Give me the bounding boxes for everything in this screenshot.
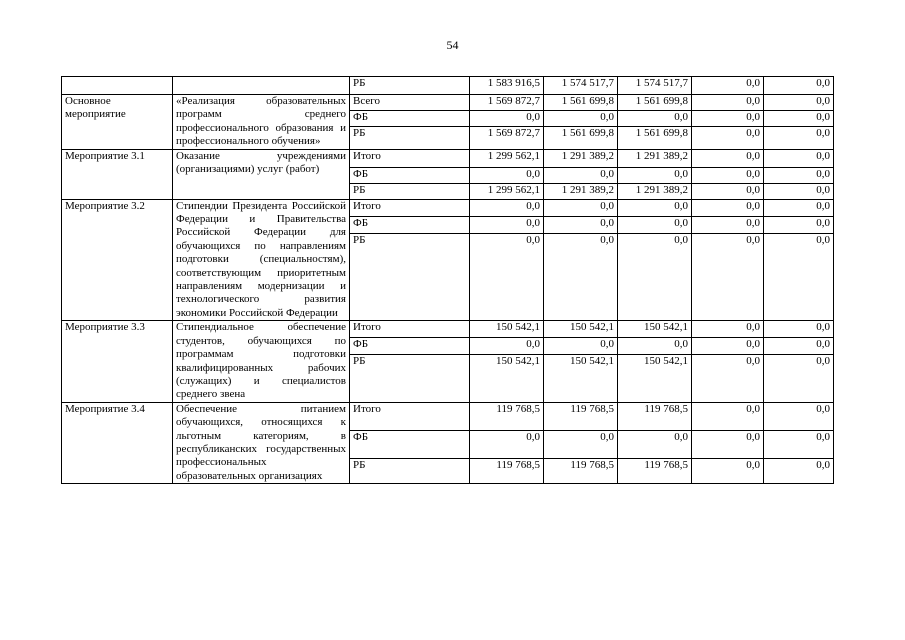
value-cell: 0,0 [544, 111, 618, 127]
value-cell: 0,0 [470, 111, 544, 127]
table-row [62, 402, 834, 430]
measure-description: «Реализация образовательных программ среднего профессионального образования и профессионального обучения» [173, 95, 350, 150]
measure-name: Мероприятие 3.4 [62, 402, 173, 483]
value-cell: 1 291 389,2 [618, 183, 692, 199]
value-cell: 0,0 [764, 430, 834, 458]
budget-table [61, 76, 834, 484]
value-cell: 0,0 [692, 355, 764, 402]
value-cell: 0,0 [764, 77, 834, 95]
funding-source: РБ [350, 127, 470, 150]
value-cell: 0,0 [544, 216, 618, 233]
value-cell: 0,0 [618, 199, 692, 216]
value-cell: 0,0 [544, 199, 618, 216]
value-cell: 150 542,1 [618, 321, 692, 338]
value-cell: 0,0 [764, 216, 834, 233]
value-cell: 0,0 [764, 199, 834, 216]
funding-source: ФБ [350, 430, 470, 458]
measure-description: Оказание учреждениями (организациями) услуг (работ) [173, 149, 350, 199]
value-cell: 0,0 [692, 402, 764, 430]
value-cell: 0,0 [470, 216, 544, 233]
value-cell: 0,0 [764, 233, 834, 321]
value-cell: 0,0 [764, 127, 834, 150]
value-cell: 0,0 [764, 111, 834, 127]
funding-source: ФБ [350, 167, 470, 183]
table-row [62, 95, 834, 111]
value-cell: 0,0 [764, 355, 834, 402]
value-cell: 0,0 [692, 458, 764, 483]
value-cell: 0,0 [764, 149, 834, 167]
measure-name: Мероприятие 3.1 [62, 149, 173, 199]
value-cell: 0,0 [764, 183, 834, 199]
value-cell: 0,0 [764, 321, 834, 338]
funding-source: РБ [350, 355, 470, 402]
funding-source: РБ [350, 458, 470, 483]
value-cell: 0,0 [692, 430, 764, 458]
value-cell: 0,0 [544, 167, 618, 183]
funding-source: ФБ [350, 216, 470, 233]
measure-description: Стипендии Президента Российской Федерации и Правительства Российской Федерации для обучающихся по направлениям подготовки (специальностям), соответствующим приоритетным направлениям модернизации и технологического развития экономики Российской Федерации [173, 199, 350, 321]
value-cell: 0,0 [544, 430, 618, 458]
value-cell: 0,0 [692, 321, 764, 338]
value-cell: 1 561 699,8 [544, 95, 618, 111]
funding-source: РБ [350, 77, 470, 95]
value-cell: 0,0 [618, 167, 692, 183]
value-cell: 0,0 [692, 149, 764, 167]
value-cell: 119 768,5 [544, 402, 618, 430]
page-number: 54 [446, 38, 459, 52]
value-cell: 0,0 [470, 430, 544, 458]
value-cell: 0,0 [692, 183, 764, 199]
value-cell: 0,0 [692, 95, 764, 111]
value-cell: 0,0 [692, 127, 764, 150]
funding-source: Всего [350, 95, 470, 111]
table-row [62, 199, 834, 216]
funding-source: ФБ [350, 338, 470, 355]
value-cell: 150 542,1 [544, 321, 618, 338]
value-cell: 0,0 [692, 111, 764, 127]
value-cell: 150 542,1 [470, 355, 544, 402]
value-cell: 0,0 [470, 338, 544, 355]
table-row [62, 321, 834, 338]
value-cell: 119 768,5 [544, 458, 618, 483]
value-cell: 0,0 [470, 167, 544, 183]
value-cell: 1 561 699,8 [618, 95, 692, 111]
value-cell: 1 291 389,2 [544, 183, 618, 199]
value-cell: 0,0 [764, 95, 834, 111]
funding-source: Итого [350, 149, 470, 167]
funding-source: Итого [350, 199, 470, 216]
value-cell: 0,0 [618, 216, 692, 233]
value-cell: 0,0 [618, 233, 692, 321]
value-cell: 0,0 [764, 338, 834, 355]
value-cell: 150 542,1 [470, 321, 544, 338]
measure-name: Основное мероприятие [62, 95, 173, 150]
value-cell: 0,0 [692, 167, 764, 183]
value-cell: 0,0 [692, 233, 764, 321]
value-cell: 1 574 517,7 [618, 77, 692, 95]
value-cell: 150 542,1 [544, 355, 618, 402]
value-cell: 0,0 [692, 216, 764, 233]
value-cell: 0,0 [618, 430, 692, 458]
funding-source: ФБ [350, 111, 470, 127]
measure-description: Стипендиальное обеспечение студентов, обучающихся по программам подготовки квалифицированных рабочих (служащих) и специалистов среднего звена [173, 321, 350, 402]
value-cell: 0,0 [544, 338, 618, 355]
measure-name: Мероприятие 3.3 [62, 321, 173, 402]
value-cell: 1 299 562,1 [470, 149, 544, 167]
value-cell: 0,0 [692, 77, 764, 95]
value-cell: 0,0 [692, 199, 764, 216]
value-cell: 0,0 [618, 338, 692, 355]
funding-source: РБ [350, 183, 470, 199]
value-cell: 0,0 [470, 199, 544, 216]
value-cell: 1 291 389,2 [544, 149, 618, 167]
value-cell: 119 768,5 [618, 402, 692, 430]
table-row [62, 149, 834, 167]
value-cell: 0,0 [618, 111, 692, 127]
value-cell: 119 768,5 [470, 402, 544, 430]
value-cell: 0,0 [764, 167, 834, 183]
table-row [62, 77, 834, 95]
measure-description-cell [173, 77, 350, 95]
funding-source: РБ [350, 233, 470, 321]
value-cell: 119 768,5 [618, 458, 692, 483]
value-cell: 1 583 916,5 [470, 77, 544, 95]
value-cell: 0,0 [470, 233, 544, 321]
value-cell: 150 542,1 [618, 355, 692, 402]
value-cell: 119 768,5 [470, 458, 544, 483]
value-cell: 0,0 [764, 458, 834, 483]
measure-name-cell [62, 77, 173, 95]
value-cell: 0,0 [544, 233, 618, 321]
value-cell: 1 569 872,7 [470, 127, 544, 150]
value-cell: 0,0 [764, 402, 834, 430]
funding-source: Итого [350, 402, 470, 430]
value-cell: 1 561 699,8 [618, 127, 692, 150]
value-cell: 1 299 562,1 [470, 183, 544, 199]
value-cell: 0,0 [692, 338, 764, 355]
value-cell: 1 574 517,7 [544, 77, 618, 95]
measure-name: Мероприятие 3.2 [62, 199, 173, 321]
value-cell: 1 561 699,8 [544, 127, 618, 150]
measure-description: Обеспечение питанием обучающихся, относящихся к льготным категориям, в республиканских государственных профессиональных образовательных организациях [173, 402, 350, 483]
funding-source: Итого [350, 321, 470, 338]
value-cell: 1 291 389,2 [618, 149, 692, 167]
value-cell: 1 569 872,7 [470, 95, 544, 111]
